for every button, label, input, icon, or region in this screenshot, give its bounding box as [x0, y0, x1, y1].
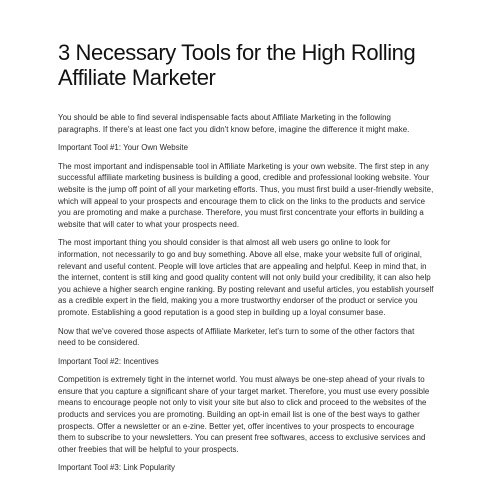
- section-heading-tool-2: Important Tool #2: Incentives: [58, 356, 159, 366]
- paragraph-incentives: Competition is extremely tight in the internet world. You must always be one-step ahead of your rivals to ensure that you capture a significant share of your target market. Therefore, you must use every possible means to encourage people not only to visit your site but also to click and proceed to the websites of the products and services you are promoting. Building an opt-in email list is one of the best ways to gather prospects. Offer a newsletter or an e-zine. Better yet, offer incentives to your prospects to encourage them to subscribe to your newsletters. You can present free softwares, access to exclusive services and other freebies that will be helpful to your prospects.: [58, 375, 430, 454]
- paragraph-content: The most important thing you should consider is that almost all web users go online to look for information, not necessarily to go and buy something. Above all else, make your website full of original, relevant and useful content. People will love articles that are appealing and helpful. Keep in mind that, in the internet, content is still king and good quality content will not only build your credibility, it can also help you achieve a higher search engine ranking. By posting relevant and useful articles, you establish yourself as a credible expert in the field, making you a more trustworthy endorser of the product or service you promote. Establishing a good reputation is a good step in building up a loyal consumer base.: [58, 238, 434, 317]
- paragraph-website: The most important and indispensable tool in Affiliate Marketing is your own website. The first step in any successful affiliate marketing business is building a good, credible and professional looking website. Your website is the jump off point of all your marketing efforts. Thus, you must first build a user-friendly website, which will appeal to your prospects and encourage them to click on the links to the products and service you are promoting and make a purchase. Therefore, you must first concentrate your efforts in building a website that will cater to what your prospects need.: [58, 161, 434, 229]
- section-heading-tool-3: Important Tool #3: Link Popularity: [58, 463, 175, 473]
- page-title: 3 Necessary Tools for the High Rolling Affiliate Marketer: [58, 40, 416, 90]
- intro-paragraph: You should be able to find several indispensable facts about Affiliate Marketing in the following paragraphs. If there's at least one fact you didn't know before, imagine the difference it might make.: [58, 113, 410, 134]
- section-heading-tool-1: Important Tool #1: Your Own Website: [58, 143, 188, 153]
- paragraph-transition: Now that we've covered those aspects of Affiliate Marketer, let's turn to some of the other factors that need to be considered.: [58, 326, 415, 348]
- document-page: [58, 40, 434, 481]
